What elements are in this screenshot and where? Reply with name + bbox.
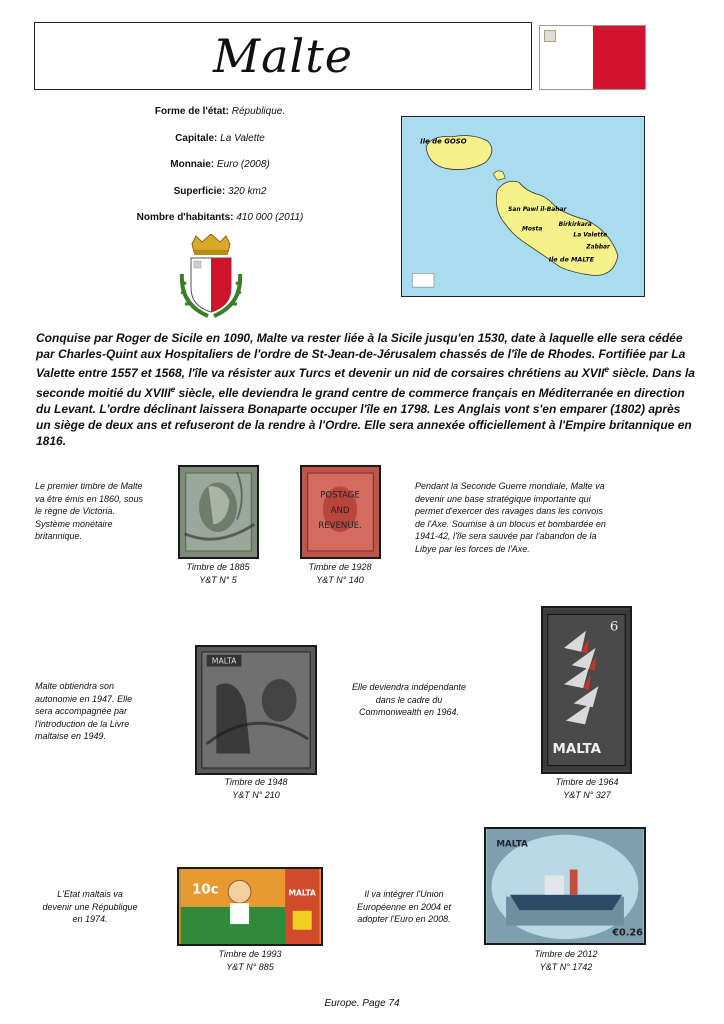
svg-text:10c: 10c	[192, 882, 219, 898]
svg-text:MALTA: MALTA	[496, 839, 528, 850]
caption-stamp-1948: Timbre de 1948 Y&T N° 210	[224, 777, 288, 800]
caption-stamp-1928: Timbre de 1928 Y&T N° 140	[308, 562, 372, 585]
map-label-goso: Ile de GOSO	[420, 137, 467, 146]
coat-of-arms-icon	[178, 234, 244, 320]
history-paragraph: Conquise par Roger de Sicile en 1090, Malte va rester liée à la Sicile jusqu'en 1530, date à laquelle elle sera cédée par Charles-Quint aux Hospitaliers de l'ordre de St-Jean-de-Jérusalem chassés de l'île de Rhodes. Fortifiée par La Valette entre 1557 et 1568, l'île va résister aux Turcs et devenir un nid de corsaires chrétiens au XVIIe siècle. Dans la seconde moitié du XVIIIe siècle, elle deviendra le grand centre de commerce français en Méditerranée en direction du Levant. L'ordre déclinant laissera Bonaparte occuper l'île en 1798. Les Anglais vont s'en emparer (1802) après un siège de deux ans et refuseront de la rendre à l'Ordre. Elle sera annexée officiellement à l'Empire britannique en 1816.	[36, 331, 695, 449]
page-title: Malte	[213, 29, 353, 83]
malta-map	[401, 116, 645, 297]
map-label-zabbar: Zabbar	[586, 243, 610, 251]
note-republique: L'Etat maltais va devenir une République en 1974.	[42, 889, 138, 924]
title-box	[34, 22, 532, 90]
map-label-mosta: Mosta	[522, 225, 543, 233]
note-autonomie: Malte obtiendra son autonomie en 1947. Elle sera accompagnée par l'introduction de la Livre maltaise en 1949.	[35, 681, 133, 741]
stamp-1964	[541, 606, 632, 774]
george-cross-icon	[544, 30, 556, 42]
svg-text:€0.26: €0.26	[612, 927, 643, 939]
note-ww2: Pendant la Seconde Guerre mondiale, Malte va devenir une base stratégique importante qui permet d'exercer des ravages dans les convois de l'Axe. Soumise à un blocus et bombardée en 1941-42, l'île sera sauvée par l'abandon de la Libye par les forces de l'Axe.	[415, 481, 606, 554]
svg-text:POSTAGE: POSTAGE	[320, 490, 360, 501]
caption-stamp-1964: Timbre de 1964 Y&T N° 327	[555, 777, 619, 800]
svg-text:REVENUE.: REVENUE.	[318, 521, 362, 532]
note-independance: Elle deviendra indépendante dans le cadre du Commonwealth en 1964.	[351, 682, 467, 717]
info-monnaie: Monnaie: Euro (2008)	[170, 159, 270, 170]
svg-text:6: 6	[609, 619, 619, 635]
map-label-malte: Ile de MALTE	[548, 255, 595, 264]
note-union-europeenne: Il va intégrer l'Union Européenne en 2004 et adopter l'Euro en 2008.	[356, 889, 452, 924]
stamp-2012	[484, 827, 646, 945]
stamp-1993	[177, 867, 323, 946]
svg-text:MALTA: MALTA	[552, 742, 601, 758]
map-label-san-pawl: San Pawl il-Bahar	[508, 205, 567, 213]
stamp-1885	[178, 465, 259, 559]
stamp-1948	[195, 645, 317, 775]
map-label-birkirkara: Birkirkara	[558, 220, 592, 228]
svg-text:AND: AND	[330, 505, 350, 516]
info-forme: Forme de l'état: République.	[154, 106, 286, 117]
info-superficie: Superficie: 320 km2	[173, 185, 267, 197]
svg-text:MALTA: MALTA	[211, 656, 237, 666]
country-info	[120, 100, 320, 233]
caption-stamp-1885: Timbre de 1885 Y&T N° 5	[186, 562, 250, 585]
page-footer: Europe. Page 74	[324, 998, 400, 1009]
svg-text:MALTA: MALTA	[288, 888, 316, 898]
note-first-stamp: Le premier timbre de Malte va être émis en 1860, sous le règne de Victoria. Système monétaire britannique.	[35, 481, 144, 541]
stamp-1928	[300, 465, 381, 559]
info-habitants: Nombre d'habitants: 410 000 (2011)	[136, 212, 304, 223]
caption-stamp-2012: Timbre de 2012 Y&T N° 1742	[534, 949, 598, 972]
caption-stamp-1993: Timbre de 1993 Y&T N° 885	[218, 949, 282, 972]
info-capitale: Capitale: La Valette	[175, 132, 265, 144]
map-label-la-valette: La Valette	[573, 231, 608, 239]
malta-flag	[539, 25, 646, 90]
